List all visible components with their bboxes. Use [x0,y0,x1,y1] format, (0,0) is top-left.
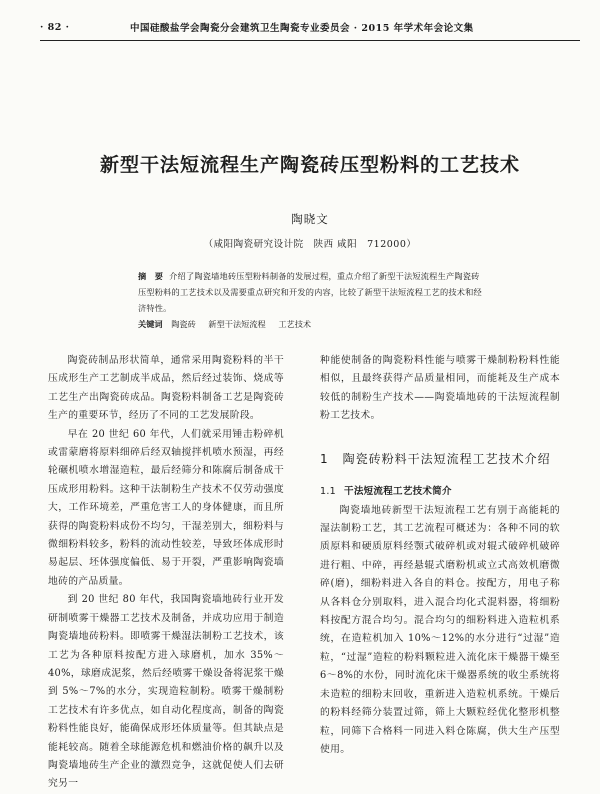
right-column [320,352,560,759]
body-paragraph: 种能使制备的陶瓷粉料性能与喷雾干燥制粉粉料性能相似，且最终获得产品质量相同，而能耗及生产成本较低的制粉生产技术——陶瓷墙地砖的干法短流程制粉工艺技术。 [320,355,560,422]
body-paragraph: 陶瓷砖制品形状简单，通常采用陶瓷粉料的半干压成形生产工艺制成半成品，然后经过装饰、烧成等工艺生产出陶瓷砖成品。陶瓷粉料制备工艺是陶瓷砖生产的重要环节，经历了不同的工艺发展阶段。 [48,355,284,422]
abstract-label: 摘 要 [138,271,164,281]
subsection-title: 干法短流程工艺技术简介 [344,485,452,497]
section-number: 1 [320,451,329,466]
article-title: 新型干法短流程生产陶瓷砖压型粉料的工艺技术 [99,154,520,176]
journal-name: 中国硅酸盐学会陶瓷分会建筑卫生陶瓷专业委员会 · 2015 年学术年会论文集 [130,23,474,34]
body-paragraph: 到 20 世纪 80 年代，我国陶瓷墙地砖行业开发研制喷雾干燥器工艺技术及制备，并成功应用于制造陶瓷墙地砖粉料。即喷雾干燥湿法制粉工艺技术，该工艺为各种原料按配方进入球磨机，加水 35%～40%，球磨成泥浆，然后经喷雾干燥设备将泥浆干燥到 5%～7%的水分，实现造粒制粉。喷雾干燥制粉工艺技术有许多优点，如自动化程度高，制备的陶瓷粉料性能良好，能确保成形坯体质量等。但其缺点是能耗较高。随着全球能源危机和燃油价格的飙升以及陶瓷墙地砖生产企业的激烈竞争，这就促使人们去研究另一 [48,594,284,790]
keyword: 新型干法短流程 [208,319,266,329]
subsection-heading [320,484,560,500]
keyword: 陶瓷砖 [171,319,196,329]
left-column [48,352,284,794]
author-name: 陶晓文 [291,212,329,226]
author-affiliation: （咸阳陶瓷研究设计院 陕西 咸阳 712000） [203,239,417,250]
header-rule [40,40,580,41]
subsection-number: 1.1 [320,485,337,497]
page-number: · 82 · [40,21,70,33]
section-title: 陶瓷砖粉料干法短流程工艺技术介绍 [342,451,551,466]
keyword: 工艺技术 [278,319,312,329]
section-heading [320,448,560,470]
running-header [40,18,580,36]
keywords-label: 关键词 [138,319,163,329]
abstract [138,268,483,316]
body-paragraph: 早在 20 世纪 60 年代，人们就采用锤击粉碎机或雷蒙磨将原料细碎后经双轴搅拌机喷水预湿，再经轮碾机喷水增湿造粒，最后经筛分和陈腐后制备成干压成形用粉料。这种干法制粉生产技术不仅劳动强度大，工作环境差，严重危害工人的身体健康，而且所获得的陶瓷粉料成份不均匀，干湿差别大，细粉料与微细粉料较多，粉料的流动性较差，导致坯体成形时易起层、坯体强度偏低、易于开裂，严重影响陶瓷墙地砖的产品质量。 [48,428,284,587]
body-paragraph: 陶瓷墙地砖新型干法短流程工艺有别于高能耗的湿法制粉工艺，其工艺流程可概述为：各种不同的软质原料和硬质原料经颚式破碎机或对辊式破碎机破碎进行粗、中碎，再经悬辊式磨粉机或立式高效机磨微碎(磨)，细粉料进入各自的料仓。按配方，用电子称从各料仓分别取料，进入混合均化式混料器，将细粉料按配方混合均匀。混合均匀的细粉料进入造粒机系统，在造粒机加入 10%～12%的水分进行“过湿”造粒，“过湿”造粒的粉料颗粒进入流化床干燥器干燥至 6～8%的水份，同时流化床干燥器系统的收尘系统将未造粒的细粉末回收，重新进入造粒机系统。干燥后的粉料经筛分装置过筛，筛上大颗粒经优化整形机整粒，同筛下合格料一同进入料仓陈腐，供大生产压型使用。 [320,504,560,755]
keywords [138,319,483,330]
abstract-text: 介绍了陶瓷墙地砖压型粉料制备的发展过程，重点介绍了新型干法短流程生产陶瓷砖压型粉料的工艺技术以及需要重点研究和开发的内容，比较了新型干法短流程工艺的技术和经济特性。 [138,271,482,313]
